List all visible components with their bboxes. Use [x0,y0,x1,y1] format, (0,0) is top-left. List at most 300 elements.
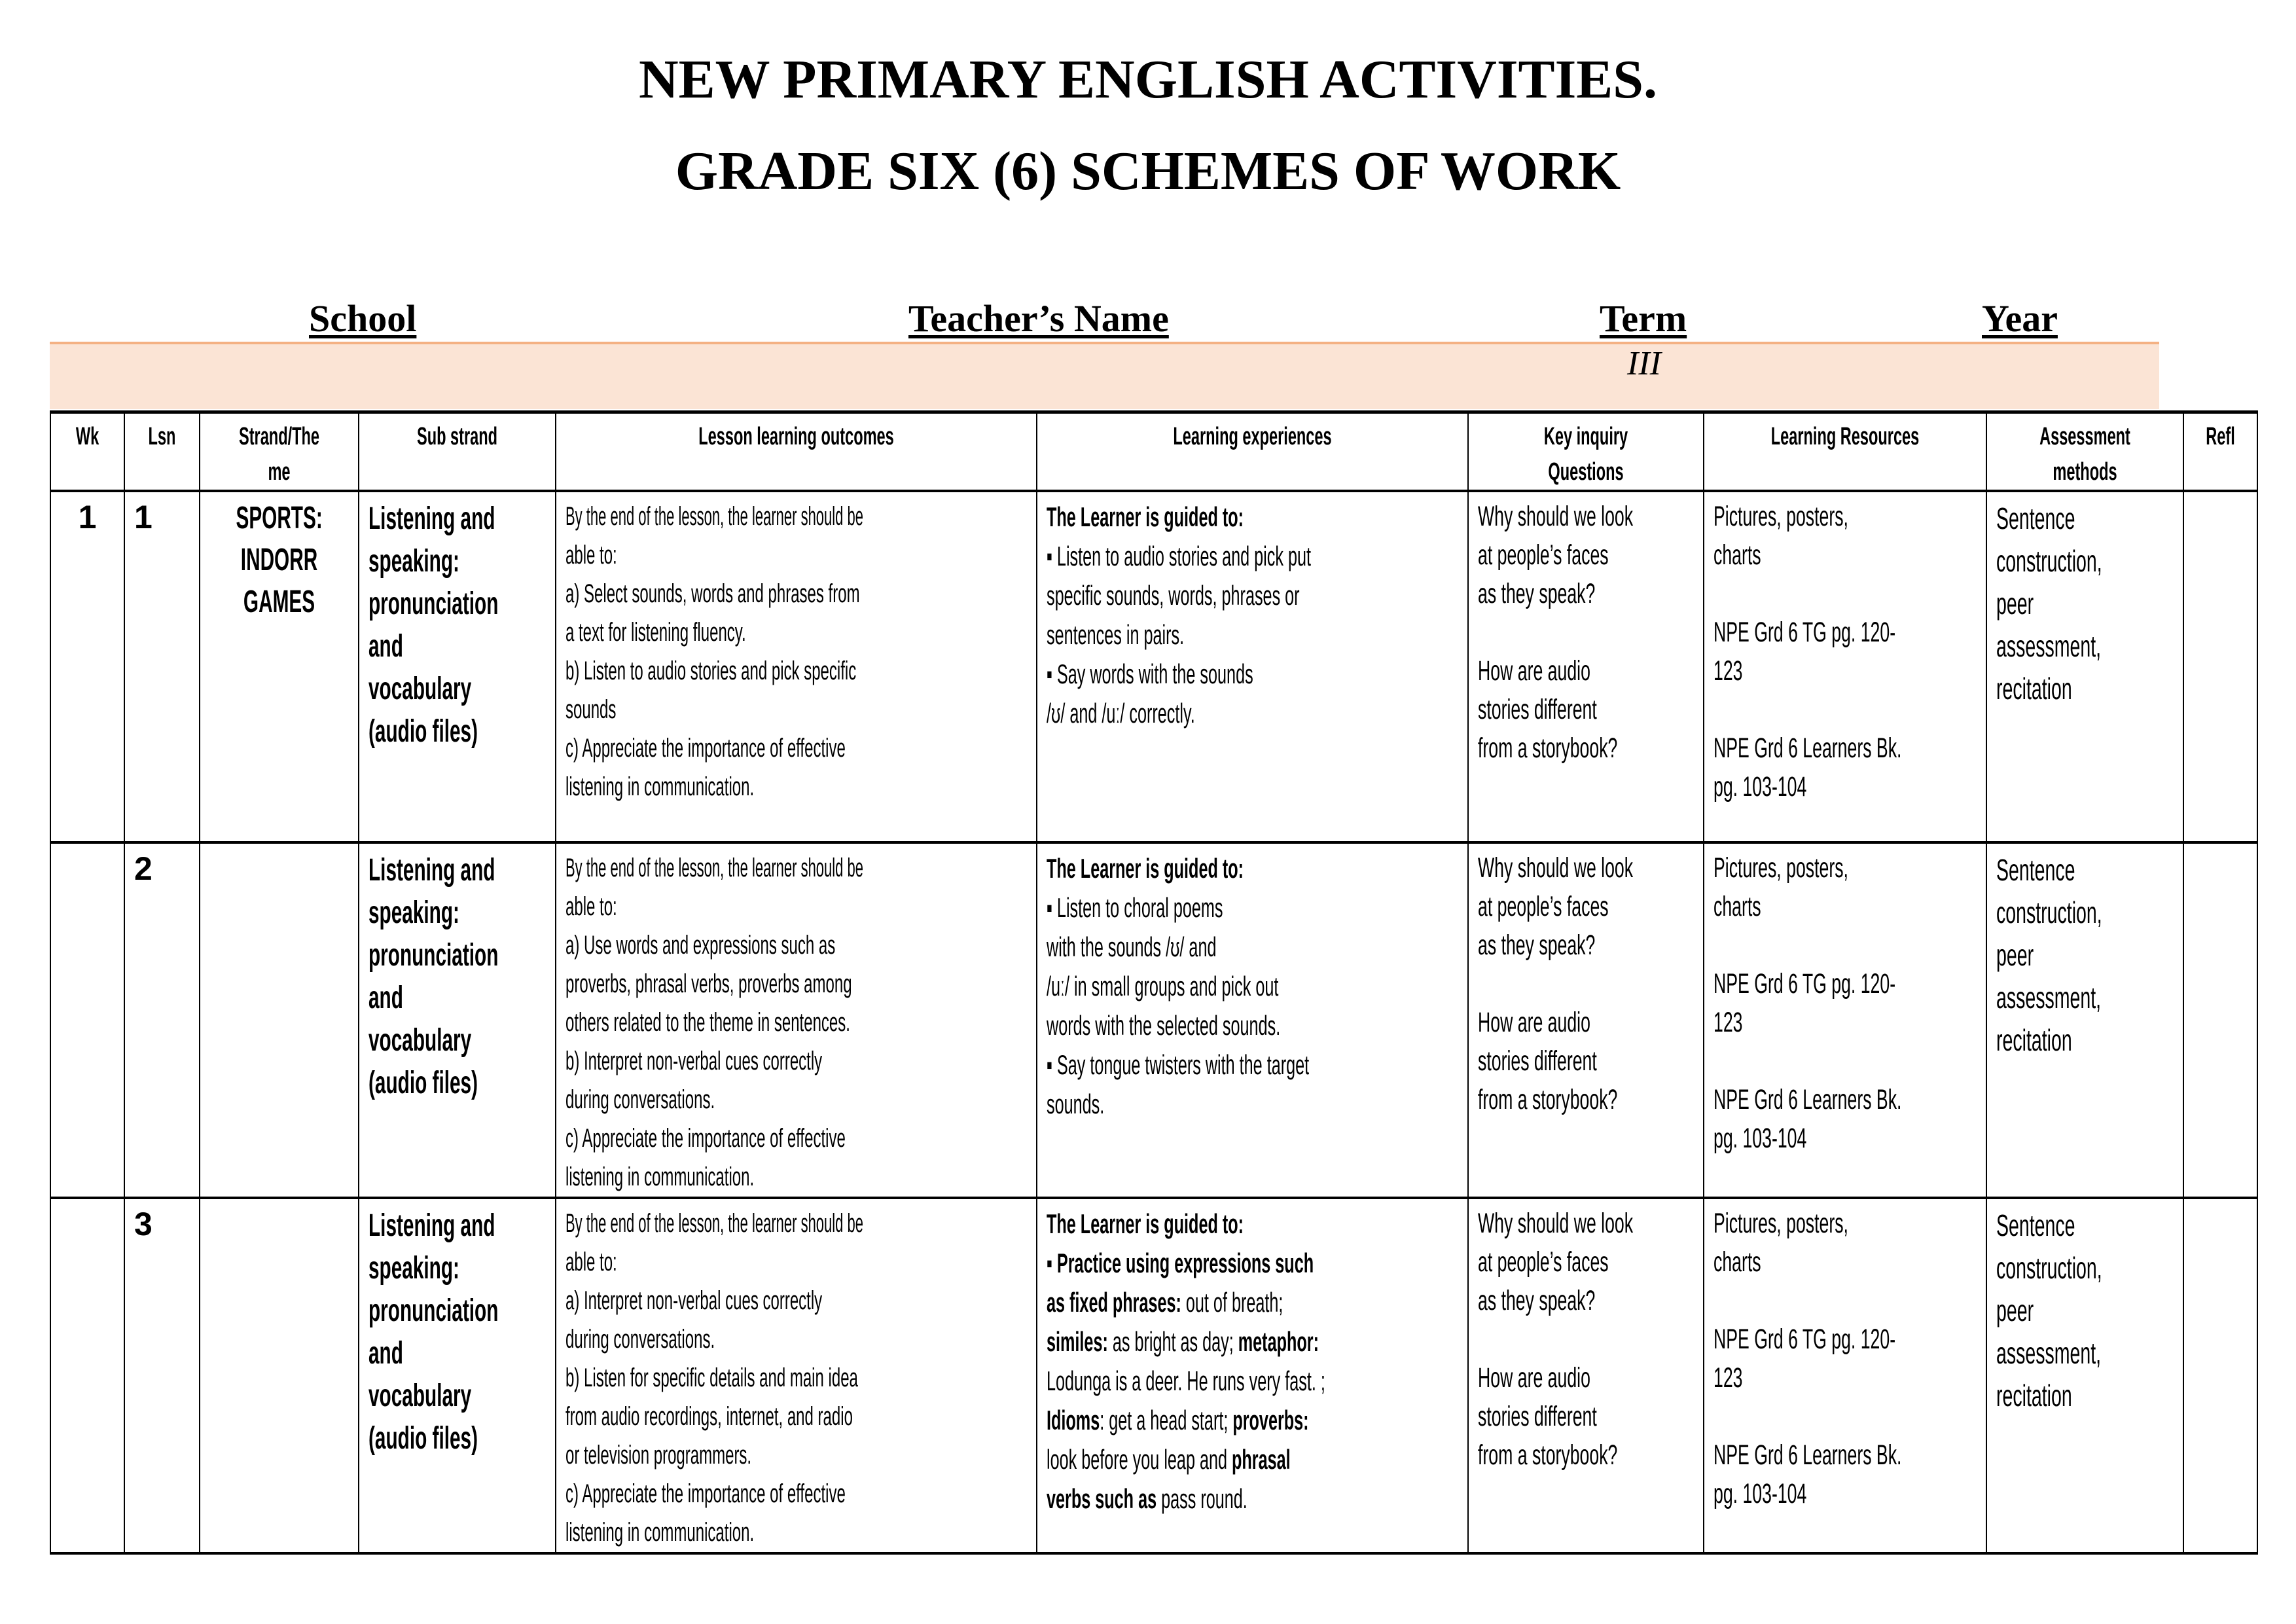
sub-strand-cell [359,1198,556,1553]
text-line [1478,575,1694,613]
learning-experiences-cell [1037,842,1468,1198]
text-line-content: stories different [1478,1045,1597,1077]
text-line [1996,849,2174,892]
text-line-content: a text for listening fluency. [565,618,746,647]
text-line-content: Lesson learning outcomes [698,423,894,450]
text-line [1478,1081,1694,1119]
text-line [1996,1332,2174,1375]
text-line [209,497,349,539]
bold-text: similes: [1047,1326,1108,1357]
text-line-content: Listening and [368,1208,495,1243]
text-line-content: NPE Grd 6 Learners Bk. [1713,1439,1902,1471]
text-line-content: By the end of the lesson, the learner should be [565,854,863,882]
header-line [565,419,1027,454]
text-line [1713,1003,1977,1042]
table-row [50,491,2257,842]
text-line-content: (audio files) [368,714,478,749]
header-strand-theme [200,412,359,492]
text-line [368,849,546,892]
bold-text: The Learner is guided to: [1047,853,1244,884]
text-line [565,536,1027,575]
text-line-content: listening in communication. [565,1518,755,1547]
text-line [368,710,546,753]
text-line-content: able to: [565,541,617,569]
bold-text: verbs such as [1047,1483,1157,1514]
text-line-content: Listening and [368,501,495,536]
text-line-content: from a storybook? [1478,732,1618,764]
text-line [565,691,1027,729]
text-line [565,1359,1027,1398]
text-line-content: NPE Grd 6 TG pg. 120- [1713,617,1896,648]
text-line-content: Refl [2206,423,2235,450]
text-line [1713,768,1977,806]
text-line-content: Questions [1548,458,1624,486]
text-line-content [1047,537,1311,576]
text-line [1478,1320,1694,1359]
text-line-content: speaking: [368,544,459,579]
bold-text: ▪ Practice using expressions such [1047,1248,1314,1278]
text-line-content [1047,1085,1293,1124]
text-line [368,583,546,625]
assessment-cell [1986,1198,2183,1553]
text-line [565,888,1027,926]
text-line-content: peer [1996,938,2034,972]
text-line-content: from a storybook? [1478,1439,1618,1471]
text-line-content: GAMES [243,585,315,619]
week-cell: 1 [50,491,124,842]
text-line [565,1282,1027,1320]
text-line-content: listening in communication. [565,772,755,801]
text-line-content: Why should we look [1478,852,1634,884]
text-line [565,1081,1027,1119]
text-line [1047,576,1458,615]
text-line [1478,1359,1694,1398]
bold-text: The Learner is guided to: [1047,501,1244,532]
text-line-content: Wk [75,423,99,450]
lesson-cell: 2 [124,842,200,1198]
text-line-content: vocabulary [368,1379,472,1413]
header-line [1996,419,2174,454]
document-subtitle: GRADE SIX (6) SCHEMES OF WORK [675,141,1621,202]
text-line [1047,849,1458,888]
text-line-content: able to: [565,892,617,921]
text-line-content: pg. 103-104 [1713,771,1807,803]
header-line [209,419,349,454]
text-line-content: charts [1713,891,1761,922]
header-learning-outcomes [556,412,1037,492]
text-line [1047,1479,1458,1519]
text-line-content [1047,1244,1314,1283]
text-line-content: pronunciation [368,1293,499,1328]
text-line [368,892,546,934]
plain-text: ▪ Listen to choral poems [1047,892,1223,923]
table-row [50,842,2257,1198]
text-line [1047,1283,1458,1322]
text-line-content: Sentence [1996,853,2075,887]
text-line [1478,1042,1694,1081]
text-line [1047,1362,1458,1401]
plain-text: sounds. [1047,1089,1105,1119]
text-line [1478,888,1694,926]
assessment-cell [1986,842,2183,1198]
text-line-content: from a storybook? [1478,1084,1618,1115]
text-line-content: listening in communication. [565,1163,755,1191]
header-sub-strand [359,412,556,492]
school-label: School [309,297,417,340]
text-line [565,1003,1027,1042]
plain-text: with the sounds /ʊ/ and [1047,931,1217,962]
text-line-content: me [268,458,291,486]
text-line [1713,1320,1977,1359]
text-line [1478,1204,1694,1243]
key-inquiry-cell [1468,1198,1704,1553]
text-line-content [1047,1045,1310,1085]
learning-outcomes-cell [556,491,1037,842]
text-line [565,1513,1027,1552]
text-line-content [1047,1440,1293,1479]
text-line [368,625,546,668]
text-line [565,926,1027,965]
text-line-content: How are audio [1478,1007,1590,1038]
plain-text: as bright as day; [1107,1326,1238,1357]
text-line-content: a) Interpret non-verbal cues correctly [565,1286,823,1315]
text-line [565,652,1027,691]
header-line [60,419,115,454]
text-line [1713,613,1977,652]
text-line [565,1204,1027,1243]
text-line [1713,691,1977,729]
text-line-content: NPE Grd 6 TG pg. 120- [1713,968,1896,1000]
text-line [1996,1290,2174,1332]
text-line [1478,849,1694,888]
text-line [1996,1204,2174,1247]
text-line-content: How are audio [1478,1362,1590,1394]
text-line-content: stories different [1478,694,1597,725]
header-line [1996,454,2174,490]
text-line [565,613,1027,652]
header-reflection [2183,412,2257,492]
text-line [1478,497,1694,536]
text-line-content: (audio files) [368,1421,478,1456]
text-line [565,497,1027,536]
text-line [1996,1247,2174,1290]
text-line-content: at people’s faces [1478,539,1609,571]
text-line-content [1047,928,1293,967]
text-line [1713,849,1977,888]
text-line [1996,668,2174,710]
text-line [565,849,1027,888]
plain-text: ▪ Say tongue twisters with the target [1047,1049,1310,1080]
header-line [1713,419,1977,454]
text-line [368,668,546,710]
text-line-content: recitation [1996,1023,2072,1057]
lesson-cell: 3 [124,1198,200,1553]
document-title: NEW PRIMARY ENGLISH ACTIVITIES. [638,49,1658,110]
text-line [1713,652,1977,691]
text-line [565,1436,1027,1475]
header-line [368,419,546,454]
text-line [565,1475,1027,1513]
text-line-content: methods [2053,458,2117,486]
text-line [1713,1204,1977,1243]
text-line [1047,655,1458,694]
key-inquiry-cell [1468,842,1704,1198]
term-label: Term [1600,297,1687,340]
bold-text: metaphor: [1238,1326,1319,1357]
assessment-cell [1986,491,2183,842]
text-line-content: vocabulary [368,672,472,706]
text-line [1047,615,1458,655]
text-line [1996,540,2174,583]
text-line-content: Pictures, posters, [1713,1208,1848,1239]
text-line [1478,1243,1694,1282]
text-line [565,1119,1027,1158]
text-line [1047,1006,1458,1045]
text-line [1713,497,1977,536]
text-line [565,575,1027,613]
text-line [1713,1042,1977,1081]
text-line-content: able to: [565,1248,617,1276]
year-label: Year [1982,297,2058,340]
text-line-content: construction, [1996,895,2102,929]
text-line [1713,1475,1977,1513]
text-line [1713,1081,1977,1119]
reflection-cell[interactable] [2183,491,2257,842]
text-line [1047,1085,1458,1124]
text-line [1047,497,1458,537]
strand-cell [200,842,359,1198]
strand-cell [200,1198,359,1553]
text-line-content: Sentence [1996,501,2075,535]
text-line [565,1320,1027,1359]
text-line [1478,926,1694,965]
text-line-content: at people’s faces [1478,1246,1609,1278]
header-line [2193,419,2248,454]
text-line-content [1047,694,1293,733]
text-line-content: By the end of the lesson, the learner should be [565,502,863,531]
text-line [1996,625,2174,668]
bold-text: as fixed phrases: [1047,1287,1181,1318]
text-line [1713,1243,1977,1282]
text-line-content: Assessment [2039,423,2130,450]
text-line-content: INDORR [240,543,318,577]
text-line [1478,613,1694,652]
text-line-content: (audio files) [368,1066,478,1100]
text-line-content: Learning experiences [1173,423,1332,450]
text-line-content: a) Use words and expressions such as [565,931,836,960]
text-line [1713,965,1977,1003]
text-line-content: Lsn [148,423,176,450]
schemes-of-work-table [50,410,2258,1555]
details-band [50,342,2159,409]
plain-text: look before you leap and [1047,1444,1232,1475]
text-line [209,581,349,623]
text-line-content: peer [1996,586,2034,621]
text-line [368,1417,546,1460]
text-line [368,1247,546,1290]
text-line-content: pg. 103-104 [1713,1478,1807,1509]
text-line [1478,536,1694,575]
plain-text: words with the selected sounds. [1047,1010,1281,1041]
text-line-content: SPORTS: [236,501,323,535]
bold-text: Idioms [1047,1405,1100,1435]
header-learning-resources [1704,412,1986,492]
text-line [1478,691,1694,729]
header-key-inquiry-questions [1468,412,1704,492]
text-line-content: speaking: [368,895,459,930]
text-line-content [1047,1362,1325,1401]
text-line-content [1047,1322,1319,1362]
text-line [1478,1003,1694,1042]
text-line [1713,926,1977,965]
text-line [368,497,546,540]
plain-text: /ʊ/ and /uː/ correctly. [1047,698,1195,729]
text-line-content: b) Listen for specific details and main idea [565,1363,858,1392]
text-line-content: How are audio [1478,655,1590,687]
header-line [134,419,190,454]
text-line-content: Strand/The [238,423,320,450]
text-line-content: Sentence [1996,1208,2075,1242]
text-line [368,540,546,583]
text-line-content: or television programmers. [565,1441,752,1470]
text-line-content: Listening and [368,853,495,888]
sub-strand-cell [359,842,556,1198]
text-line-content: Sub strand [416,423,498,450]
lesson-cell: 1 [124,491,200,842]
text-line-content: c) Appreciate the importance of effective [565,734,846,763]
text-line [1047,1440,1458,1479]
text-line-content [1047,1006,1293,1045]
key-inquiry-cell [1468,491,1704,842]
text-line [1713,888,1977,926]
reflection-cell[interactable] [2183,842,2257,1198]
text-line [1047,888,1458,928]
text-line [1478,1398,1694,1436]
text-line-content: Pictures, posters, [1713,852,1848,884]
plain-text: pass round. [1157,1483,1247,1514]
text-line-content: a) Select sounds, words and phrases from [565,579,860,608]
plain-text: Lodunga is a deer. He runs very fast. ; [1047,1365,1325,1396]
text-line-content: recitation [1996,1379,2072,1413]
header-line [1478,419,1694,454]
term-value: III [1627,345,1661,382]
text-line [565,1398,1027,1436]
text-line [1478,652,1694,691]
text-line-content: during conversations. [565,1325,715,1354]
text-line-content: NPE Grd 6 Learners Bk. [1713,732,1902,764]
bold-text: proverbs: [1232,1405,1309,1435]
text-line [1996,1019,2174,1062]
text-line-content: at people’s faces [1478,891,1609,922]
text-line-content [1047,655,1293,694]
text-line-content: recitation [1996,672,2072,706]
text-line-content: assessment, [1996,1336,2102,1370]
text-line-content: pronunciation [368,586,499,621]
learning-resources-cell [1704,842,1986,1198]
text-line-content: vocabulary [368,1023,472,1058]
text-line [1047,1045,1458,1085]
text-line [368,977,546,1019]
table-row [50,1198,2257,1553]
text-line-content [1047,1479,1293,1519]
plain-text: specific sounds, words, phrases or [1047,580,1300,611]
text-line-content: peer [1996,1293,2034,1327]
text-line-content: stories different [1478,1401,1597,1432]
text-line [1047,1244,1458,1283]
teacher-name-label: Teacher’s Name [908,297,1169,340]
text-line-content: from audio recordings, internet, and radio [565,1402,853,1431]
text-line-content: b) Interpret non-verbal cues correctly [565,1047,823,1075]
text-line-content: pronunciation [368,938,499,973]
text-line-content: speaking: [368,1251,459,1286]
text-line [368,934,546,977]
text-line-content: NPE Grd 6 Learners Bk. [1713,1084,1902,1115]
text-line [368,1204,546,1247]
text-line [1996,934,2174,977]
text-line [1713,729,1977,768]
plain-text: sentences in pairs. [1047,619,1185,650]
text-line-content: during conversations. [565,1085,715,1114]
strand-cell [200,491,359,842]
plain-text: ▪ Listen to audio stories and pick put [1047,541,1311,571]
text-line [1713,575,1977,613]
text-line-content: assessment, [1996,981,2102,1015]
text-line-content: b) Listen to audio stories and pick specific [565,657,857,685]
text-line-content: By the end of the lesson, the learner should be [565,1209,863,1238]
text-line-content: and [368,629,403,664]
text-line [1713,1282,1977,1320]
text-line [1996,1375,2174,1417]
learning-experiences-cell [1037,1198,1468,1553]
text-line [565,1243,1027,1282]
learning-outcomes-cell [556,842,1037,1198]
header-assessment-methods [1986,412,2183,492]
text-line-content [1047,1204,1293,1244]
text-line [565,1042,1027,1081]
header-line [209,454,349,490]
sub-strand-cell [359,491,556,842]
text-line [1478,965,1694,1003]
text-line [1996,583,2174,625]
text-line-content: construction, [1996,1251,2102,1285]
reflection-cell[interactable] [2183,1198,2257,1553]
text-line [1047,694,1458,733]
text-line-content: Learning Resources [1770,423,1920,450]
text-line [1713,1398,1977,1436]
learning-resources-cell [1704,491,1986,842]
text-line-content: c) Appreciate the importance of effective [565,1124,846,1153]
bold-text: The Learner is guided to: [1047,1208,1244,1239]
text-line [1047,1322,1458,1362]
text-line [565,729,1027,768]
plain-text: /uː/ in small groups and pick out [1047,971,1279,1001]
text-line-content [1047,1283,1293,1322]
plain-text: : get a head start; [1100,1405,1233,1435]
bold-text: phrasal [1232,1444,1291,1475]
text-line [1047,1401,1458,1440]
text-line-content: c) Appreciate the importance of effective [565,1479,846,1508]
text-line-content: NPE Grd 6 TG pg. 120- [1713,1324,1896,1355]
text-line-content: charts [1713,539,1761,571]
text-line-content [1047,1401,1309,1440]
text-line [565,768,1027,806]
table-header-row [50,412,2257,492]
text-line [1713,1119,1977,1158]
text-line [1996,497,2174,540]
header-lsn [124,412,200,492]
text-line-content: others related to the theme in sentences. [565,1008,850,1037]
text-line [368,1290,546,1332]
